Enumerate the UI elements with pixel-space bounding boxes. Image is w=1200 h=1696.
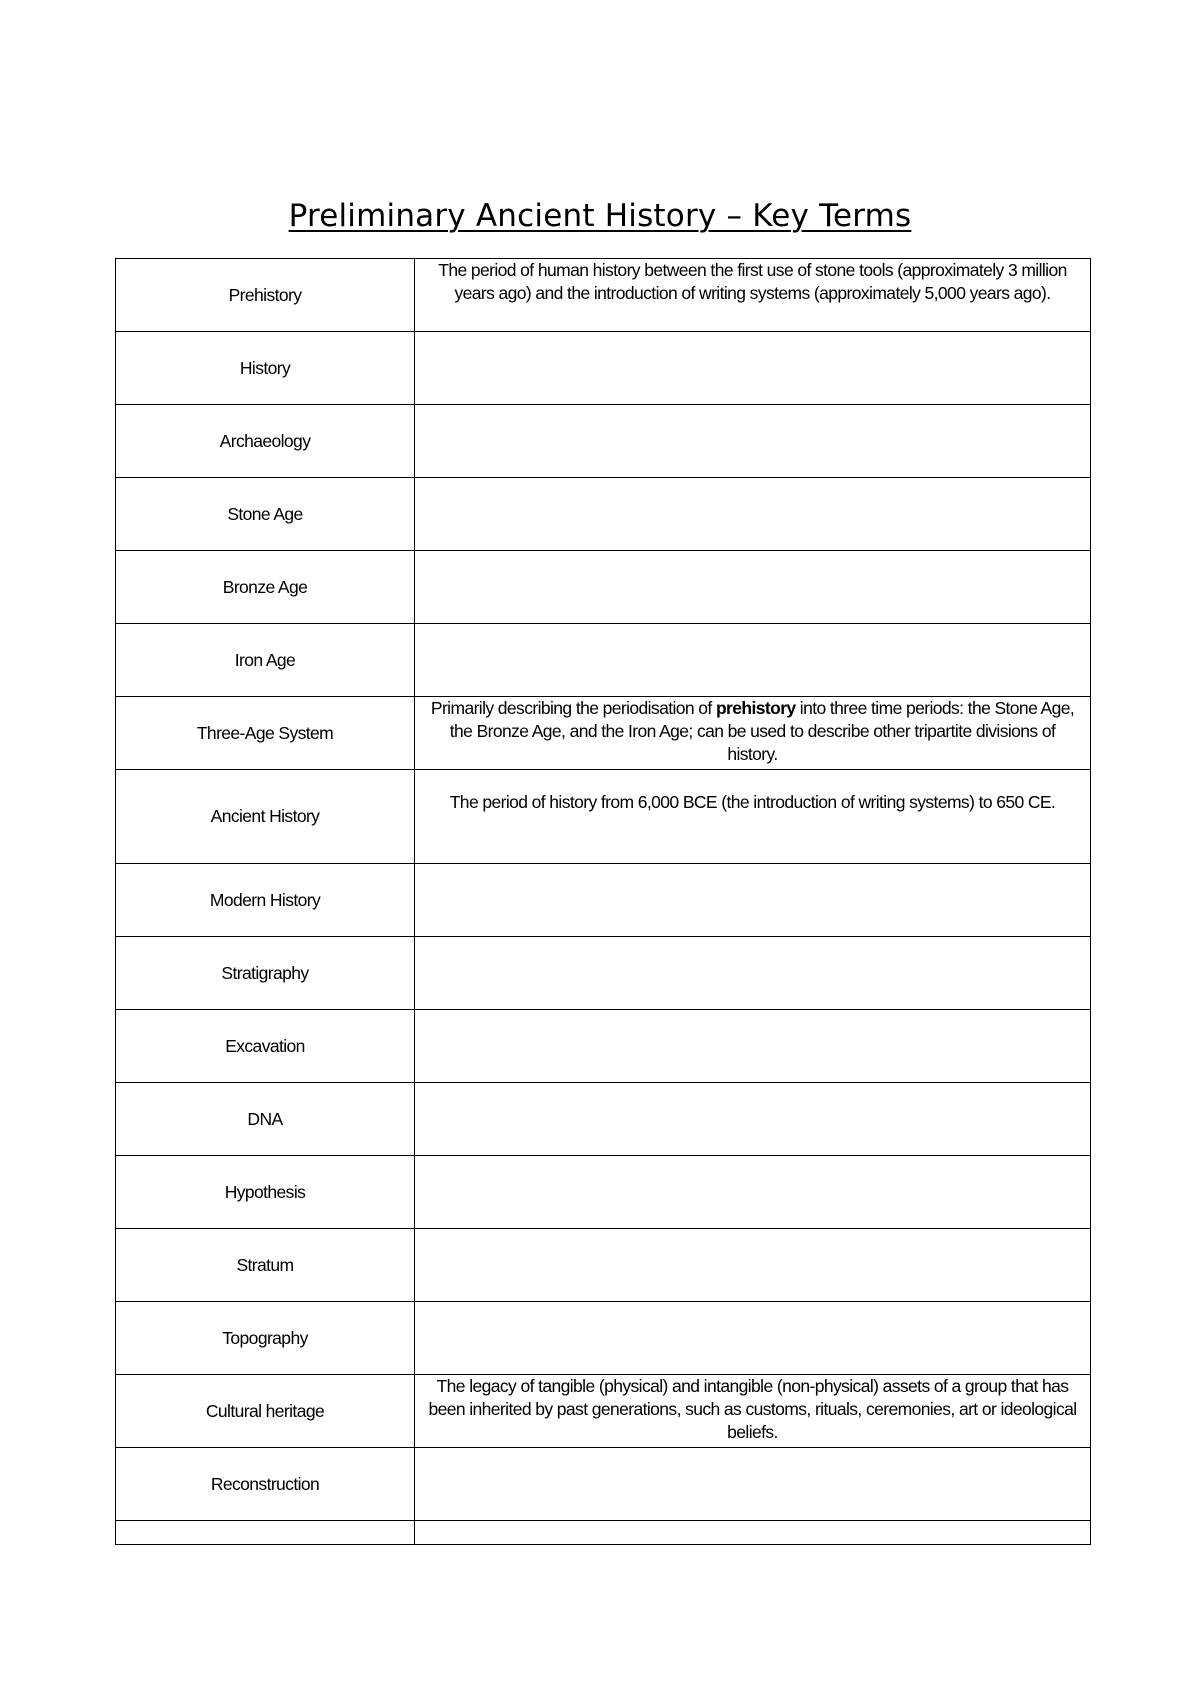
definition-cell[interactable] [415,864,1091,937]
table-row [116,864,1091,937]
term-cell: History [116,332,415,405]
definition-cell[interactable] [415,1156,1091,1229]
table-row [116,1010,1091,1083]
table-row [116,1448,1091,1521]
definition-cell[interactable] [415,551,1091,624]
table-row [116,332,1091,405]
table-row [116,1083,1091,1156]
term-cell: Ancient History [116,770,415,864]
page-title: Preliminary Ancient History – Key Terms [288,198,912,234]
table-row [116,478,1091,551]
table-row [116,405,1091,478]
table-row [116,624,1091,697]
term-cell: Stone Age [116,478,415,551]
definition-text: into three time periods: the Stone Age, the Bronze Age, and the Iron Age; can be used to describe other tripartite divisions of history. [449,698,1075,764]
table-row [116,937,1091,1010]
term-cell: Stratigraphy [116,937,415,1010]
term-cell: Iron Age [116,624,415,697]
blank-term-cell[interactable] [116,1521,415,1545]
term-cell: Stratum [116,1229,415,1302]
definition-text: Primarily describing the periodisation of [430,698,716,718]
definition-cell[interactable] [415,624,1091,697]
definition-cell[interactable] [415,770,1091,864]
definition-cell[interactable] [415,259,1091,332]
table-row [116,1375,1091,1448]
definition-cell[interactable] [415,1229,1091,1302]
definition-cell[interactable] [415,478,1091,551]
definition-bold-text: prehistory [715,698,796,718]
term-cell: Cultural heritage [116,1375,415,1448]
definition-text: The legacy of tangible (physical) and intangible (non-physical) assets of a group that has been inherited by past generations, such as customs, rituals, ceremonies, art or ideological beliefs. [428,1376,1077,1442]
term-cell: Bronze Age [116,551,415,624]
definition-cell[interactable] [415,405,1091,478]
table-row [116,697,1091,770]
term-cell: Excavation [116,1010,415,1083]
definition-cell[interactable] [415,1448,1091,1521]
key-terms-table-body [116,259,1091,1545]
term-cell: Three-Age System [116,697,415,770]
term-cell: Prehistory [116,259,415,332]
term-cell: Archaeology [116,405,415,478]
term-cell: DNA [116,1083,415,1156]
term-cell: Topography [116,1302,415,1375]
table-row [116,1229,1091,1302]
term-cell: Modern History [116,864,415,937]
key-terms-table [115,258,1091,1545]
table-row [116,1156,1091,1229]
definition-cell[interactable] [415,332,1091,405]
definition-cell[interactable] [415,937,1091,1010]
definition-cell[interactable] [415,1083,1091,1156]
definition-text: The period of human history between the first use of stone tools (approximately 3 million years ago) and the introduction of writing systems (approximately 5,000 years ago). [438,260,1067,303]
table-row [116,770,1091,864]
table-row [116,259,1091,332]
term-cell: Reconstruction [116,1448,415,1521]
definition-cell[interactable] [415,1010,1091,1083]
blank-table-row [116,1521,1091,1545]
definition-cell[interactable] [415,1302,1091,1375]
definition-text: The period of history from 6,000 BCE (the introduction of writing systems) to 650 CE. [449,792,1056,812]
definition-cell[interactable] [415,697,1091,770]
term-cell: Hypothesis [116,1156,415,1229]
blank-definition-cell[interactable] [415,1521,1091,1545]
table-row [116,1302,1091,1375]
definition-cell[interactable] [415,1375,1091,1448]
table-row [116,551,1091,624]
